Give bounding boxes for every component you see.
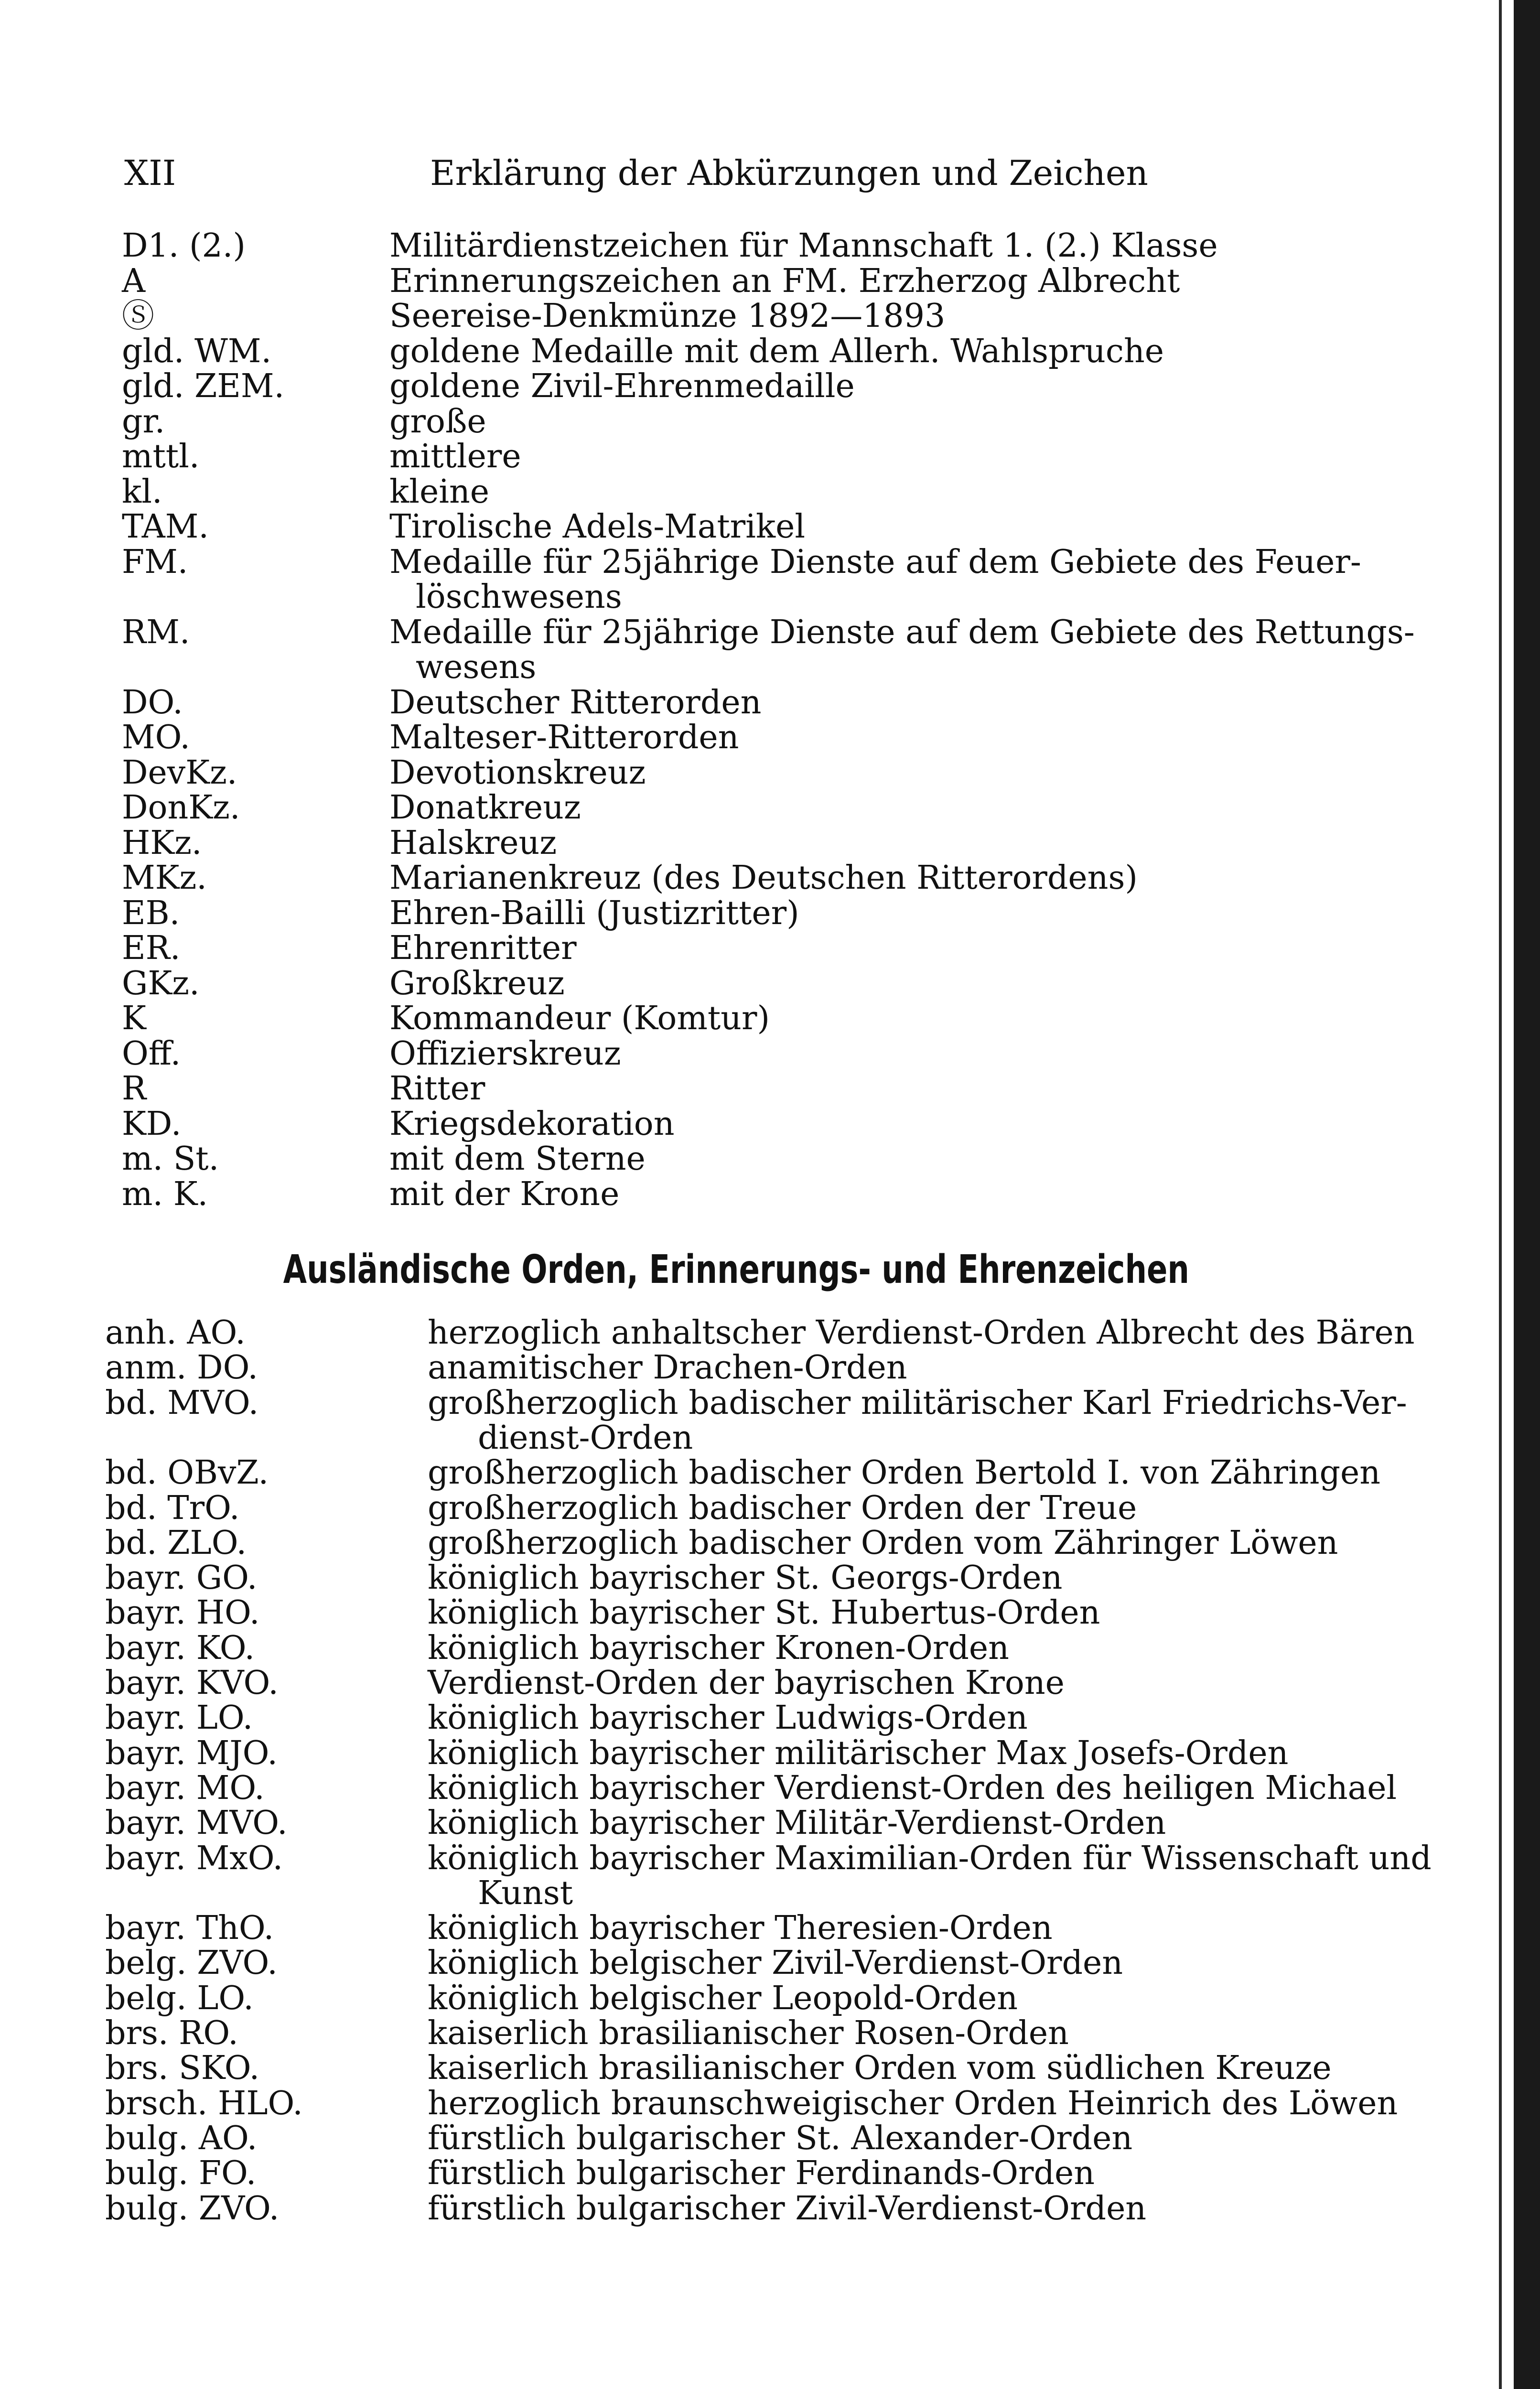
abbreviation: Ⓢ: [122, 297, 155, 335]
description: großherzoglich badischer Orden der Treue: [428, 1489, 1137, 1527]
description: große: [389, 402, 486, 441]
abbreviation: R: [122, 1070, 147, 1108]
description: königlich bayrischer Maximilian-Orden für Wissenschaft und: [428, 1839, 1432, 1877]
description: großherzoglich badischer militärischer Karl Friedrichs-Ver-: [428, 1384, 1407, 1422]
abbreviation: anh. AO.: [105, 1314, 246, 1352]
abbreviation: bayr. MO.: [105, 1769, 265, 1807]
running-head: [124, 153, 1148, 205]
description: Kommandeur (Komtur): [389, 1000, 770, 1037]
description: fürstlich bulgarischer Ferdinands-Orden: [428, 2154, 1095, 2193]
abbreviation: KD.: [122, 1105, 182, 1143]
description: herzoglich braunschweigischer Orden Heinrich des Löwen: [428, 2084, 1398, 2122]
description: königlich bayrischer Militär-Verdienst-Orden: [428, 1804, 1166, 1842]
abbreviation: bd. ZLO.: [105, 1524, 247, 1562]
description: Deutscher Ritterorden: [389, 683, 762, 721]
description: goldene Medaille mit dem Allerh. Wahlspruche: [389, 332, 1164, 370]
abbreviation: brs. RO.: [105, 2014, 238, 2052]
abbreviation: D1. (2.): [122, 227, 246, 265]
page-title: Erklärung der Abkürzungen und Zeichen: [430, 153, 1148, 193]
abbreviation: belg. ZVO.: [105, 1944, 278, 1982]
description: Ehren-Bailli (Justizritter): [389, 894, 799, 932]
description: königlich bayrischer Kronen-Orden: [428, 1629, 1009, 1667]
description: Tirolische Adels-Matrikel: [389, 508, 806, 546]
description: Ehrenritter: [389, 929, 577, 967]
description-continuation: wesens: [416, 648, 537, 686]
abbreviation: kl.: [122, 473, 162, 511]
abbreviation: bayr. HO.: [105, 1594, 260, 1632]
abbreviation: FM.: [122, 543, 188, 581]
description-continuation: löschwesens: [416, 578, 622, 616]
abbreviation: bayr. MxO.: [105, 1839, 283, 1877]
abbreviation: HKz.: [122, 824, 202, 862]
abbreviation: gld. ZEM.: [122, 367, 285, 405]
description: goldene Zivil-Ehrenmedaille: [389, 367, 855, 405]
abbreviation: bd. TrO.: [105, 1489, 240, 1527]
description: fürstlich bulgarischer Zivil-Verdienst-Orden: [428, 2189, 1147, 2228]
description: mittlere: [389, 438, 521, 475]
abbreviation: bayr. LO.: [105, 1699, 253, 1737]
abbreviation: bayr. KVO.: [105, 1664, 279, 1702]
description: anamitischer Drachen-Orden: [428, 1349, 907, 1387]
abbreviation: bayr. ThO.: [105, 1909, 274, 1948]
description: kleine: [389, 473, 489, 511]
abbreviation: gld. WM.: [122, 332, 272, 370]
description: königlich belgischer Leopold-Orden: [428, 1979, 1018, 2017]
abbreviation: bulg. AO.: [105, 2119, 258, 2157]
abbreviation: ER.: [122, 929, 181, 967]
page-edge-line: [1499, 0, 1502, 2389]
description: Ritter: [389, 1070, 485, 1108]
description: königlich bayrischer Ludwigs-Orden: [428, 1699, 1028, 1737]
description: Seereise-Denkmünze 1892—1893: [389, 297, 946, 335]
description: königlich bayrischer St. Georgs-Orden: [428, 1559, 1063, 1597]
description: Offizierskreuz: [389, 1034, 621, 1073]
description: Devotionskreuz: [389, 753, 646, 792]
description: königlich belgischer Zivil-Verdienst-Orden: [428, 1944, 1123, 1982]
abbreviation: m. St.: [122, 1140, 219, 1178]
abbreviation: brsch. HLO.: [105, 2084, 303, 2122]
description: Marianenkreuz (des Deutschen Ritterordens): [389, 859, 1138, 897]
abbreviation: DonKz.: [122, 789, 240, 827]
abbreviation: EB.: [122, 894, 180, 932]
description: kaiserlich brasilianischer Rosen-Orden: [428, 2014, 1069, 2052]
description: mit dem Sterne: [389, 1140, 646, 1178]
description: Militärdienstzeichen für Mannschaft 1. (2.) Klasse: [389, 227, 1218, 265]
abbreviation: bayr. MVO.: [105, 1804, 288, 1842]
description: großherzoglich badischer Orden vom Zähringer Löwen: [428, 1524, 1338, 1562]
abbreviation: DO.: [122, 683, 183, 721]
description: kaiserlich brasilianischer Orden vom südlichen Kreuze: [428, 2049, 1332, 2088]
abbreviation: MO.: [122, 719, 191, 756]
description: Malteser-Ritterorden: [389, 719, 739, 756]
abbreviation: bd. OBvZ.: [105, 1454, 269, 1492]
abbreviation: GKz.: [122, 964, 200, 1002]
abbreviation: A: [122, 262, 146, 300]
description: Medaille für 25jährige Dienste auf dem Gebiete des Feuer-: [389, 543, 1361, 581]
abbreviation: mttl.: [122, 438, 200, 475]
abbreviation: bayr. KO.: [105, 1629, 255, 1667]
description: königlich bayrischer Theresien-Orden: [428, 1909, 1053, 1948]
abbreviation: m. K.: [122, 1175, 208, 1213]
description: königlich bayrischer Verdienst-Orden des heiligen Michael: [428, 1769, 1397, 1807]
description: Donatkreuz: [389, 789, 581, 827]
section-heading: Ausländische Orden, Erinnerungs- und Ehrenzeichen: [283, 1247, 1189, 1292]
description: großherzoglich badischer Orden Bertold I. von Zähringen: [428, 1454, 1381, 1492]
abbreviation: bayr. GO.: [105, 1559, 258, 1597]
abbreviation: bayr. MJO.: [105, 1734, 278, 1772]
description: Kriegsdekoration: [389, 1105, 675, 1143]
abbreviation: RM.: [122, 613, 190, 651]
abbreviation: bulg. ZVO.: [105, 2189, 280, 2228]
description: Halskreuz: [389, 824, 557, 862]
abbreviation: gr.: [122, 402, 165, 441]
description: Großkreuz: [389, 964, 565, 1002]
description: mit der Krone: [389, 1175, 620, 1213]
abbreviation: brs. SKO.: [105, 2049, 260, 2088]
abbreviation: Off.: [122, 1034, 181, 1073]
description: Erinnerungszeichen an FM. Erzherzog Albrecht: [389, 262, 1180, 300]
description: Medaille für 25jährige Dienste auf dem Gebiete des Rettungs-: [389, 613, 1415, 651]
page-number: XII: [124, 153, 176, 193]
description: herzoglich anhaltscher Verdienst-Orden Albrecht des Bären: [428, 1314, 1415, 1352]
abbreviation: belg. LO.: [105, 1979, 254, 2017]
abbreviation: anm. DO.: [105, 1349, 258, 1387]
description: königlich bayrischer militärischer Max Josefs-Orden: [428, 1734, 1289, 1772]
abbreviation: bd. MVO.: [105, 1384, 259, 1422]
description: königlich bayrischer St. Hubertus-Orden: [428, 1594, 1100, 1632]
description-continuation: dienst-Orden: [478, 1419, 693, 1457]
abbreviation: bulg. FO.: [105, 2154, 257, 2193]
abbreviation: K: [122, 1000, 146, 1037]
abbreviation: MKz.: [122, 859, 207, 897]
description-continuation: Kunst: [478, 1874, 573, 1912]
abbreviation: DevKz.: [122, 753, 237, 792]
abbreviation: TAM.: [122, 508, 209, 546]
description: fürstlich bulgarischer St. Alexander-Orden: [428, 2119, 1133, 2157]
description: Verdienst-Orden der bayrischen Krone: [428, 1664, 1065, 1702]
scan-border: [1514, 0, 1540, 2389]
